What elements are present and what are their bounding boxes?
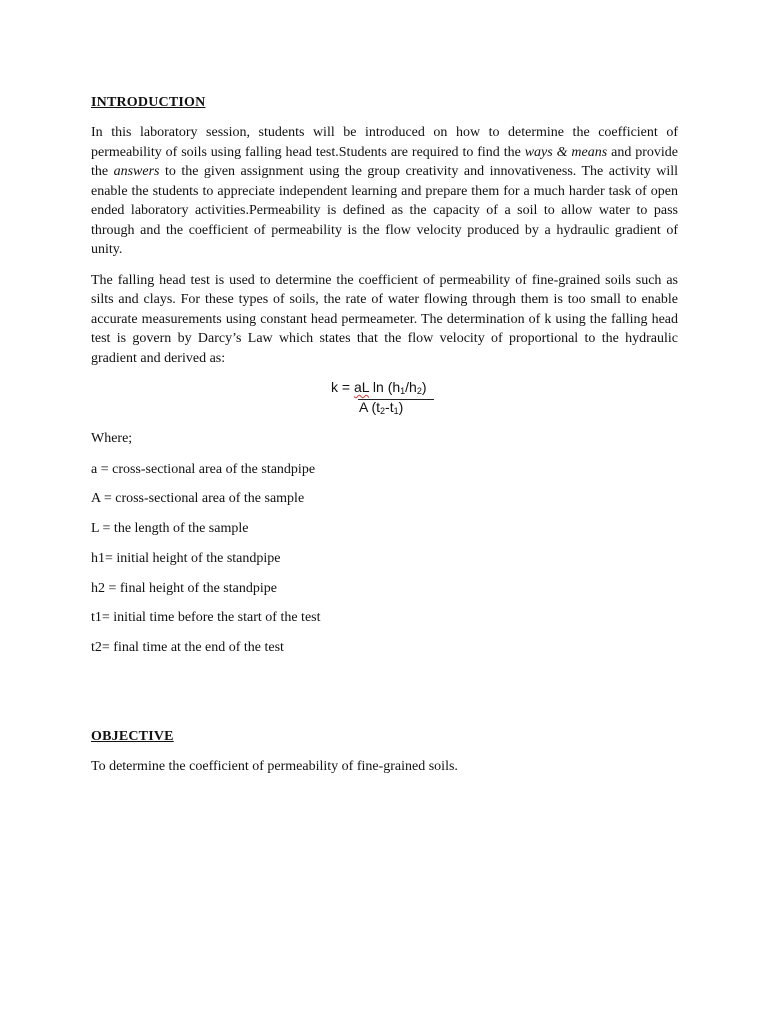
definition-h2: h2 = final height of the standpipe bbox=[91, 580, 277, 596]
section-spacer bbox=[91, 668, 678, 728]
formula-denominator: A $(t_2-t_1)$ bbox=[359, 399, 404, 416]
definition-t2: t2= final time at the end of the test bbox=[91, 640, 284, 656]
answers-emphasis: answers bbox=[113, 164, 160, 179]
introduction-paragraph-1: In this laboratory session, students will be introduced on how to determine the coefficient of permeability of soils using falling head test.Students are required to find the ways & means and provide the answers to the given assignment using the group creativity and innovativeness. The activity will enable the students to appreciate independent learning and prepare them for a much harder task of open ended laboratory activities.Permeability is defined as the capacity of a soil to allow water to pass through and the coefficient of permeability is the flow velocity produced by a hydraulic gradient of unity. bbox=[91, 125, 678, 257]
definition-t1: t1= initial time before the start of the test bbox=[91, 610, 321, 626]
definition-A: A = cross-sectional area of the sample bbox=[91, 491, 305, 507]
introduction-paragraph-2: The falling head test is used to determine the coefficient of permeability of fine-grained soils such as silts and clays. For these types of soils, the rate of water flowing through them is too small to enable accurate measurements using constant head permeameter. The determination of k using the falling head test is govern by Darcy’s Law which states that the flow velocity of proportional to the hydraulic gradient and derived as: bbox=[91, 272, 678, 366]
where-label: Where; bbox=[91, 431, 133, 446]
definition-h1: h1= initial height of the standpipe bbox=[91, 550, 281, 566]
objective-text: To determine the coefficient of permeability of fine-grained soils. bbox=[91, 759, 458, 775]
variable-definitions bbox=[91, 460, 678, 658]
ways-means-emphasis: ways & means bbox=[524, 144, 608, 160]
objective-heading: OBJECTIVE bbox=[91, 729, 174, 745]
definition-L: L = the length of the sample bbox=[91, 521, 249, 537]
definition-a: a = cross-sectional area of the standpipe bbox=[91, 461, 316, 477]
formula-numerator: k = aL $\ln (h_1/h_2)$ bbox=[331, 379, 427, 396]
spellcheck-underline: aL bbox=[353, 379, 370, 395]
introduction-heading: INTRODUCTION bbox=[91, 95, 206, 110]
permeability-formula bbox=[91, 379, 678, 419]
